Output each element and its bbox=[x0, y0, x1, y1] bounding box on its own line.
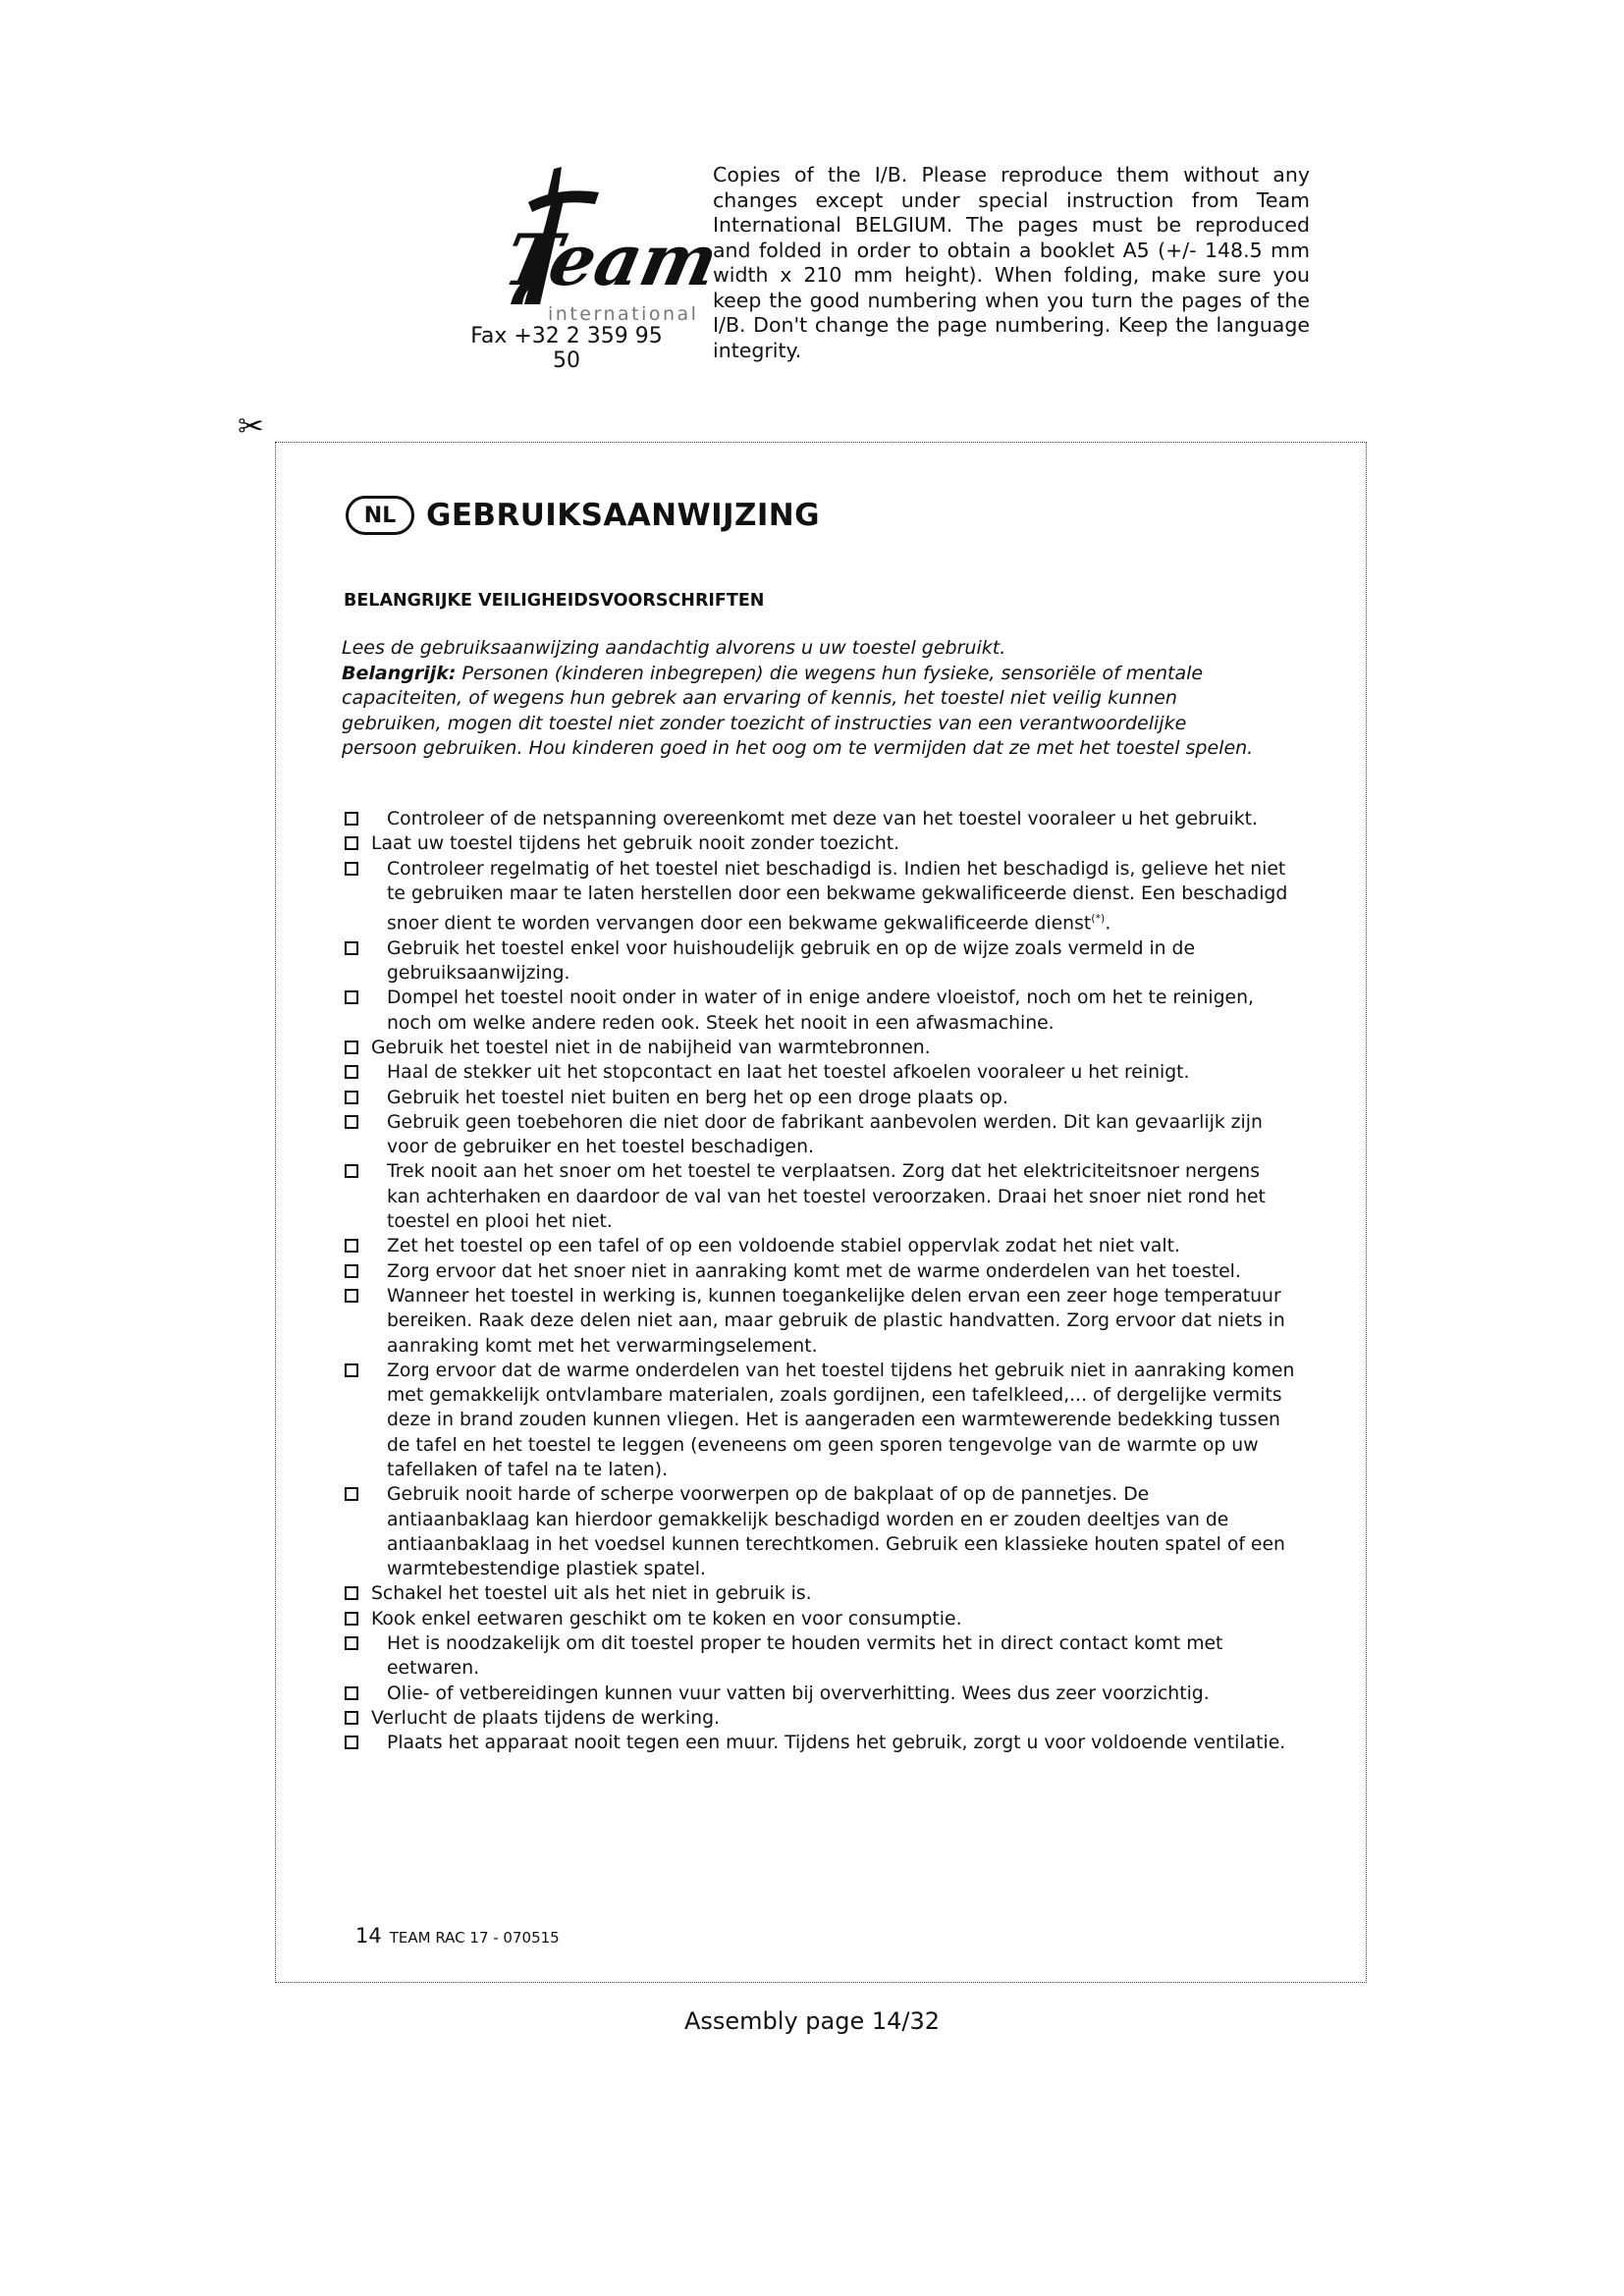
list-item bbox=[342, 1631, 1296, 1682]
list-item-text: Gebruik het toestel niet in de nabijheid van warmtebronnen. bbox=[371, 1037, 931, 1058]
list-item bbox=[342, 1581, 1296, 1606]
checkbox-bullet-icon bbox=[345, 1091, 358, 1104]
assembly-page-label: Assembly page 14/32 bbox=[683, 2007, 941, 2035]
list-item-text: Schakel het toestel uit als het niet in gebruik is. bbox=[371, 1583, 812, 1605]
important-paragraph bbox=[342, 662, 1255, 762]
list-item-text: Controleer of de netspanning overeenkomt met deze van het toestel vooraleer u het gebruikt. bbox=[387, 809, 1258, 829]
checkbox-bullet-icon bbox=[345, 1115, 358, 1129]
list-item bbox=[342, 1482, 1296, 1581]
document-header bbox=[346, 493, 820, 538]
list-item-text: Trek nooit aan het snoer om het toestel te verplaatsen. Zorg dat het elektriciteitsnoer nergens kan achterhaken en daardoor de val van het toestel veroorzaken. Draai het snoer niet rond het toestel en plooi het niet. bbox=[387, 1161, 1266, 1233]
list-item bbox=[342, 807, 1296, 831]
intro-text bbox=[342, 636, 1255, 762]
list-item-text: Plaats het apparaat nooit tegen een muur. Tijdens het gebruik, zorgt u voor voldoende ventilatie. bbox=[387, 1733, 1286, 1754]
checkbox-bullet-icon bbox=[345, 1065, 358, 1079]
checkbox-bullet-icon bbox=[345, 1363, 358, 1377]
checkbox-bullet-icon bbox=[345, 1636, 358, 1650]
list-item-text: Dompel het toestel nooit onder in water of in enige andere vloeistof, noch om het te reinigen, noch om welke andere reden ook. Steek het nooit in een afwasmachine. bbox=[387, 988, 1254, 1034]
checkbox-bullet-icon bbox=[345, 1735, 358, 1749]
list-item-text: Gebruik geen toebehoren die niet door de fabrikant aanbevolen werden. Dit kan gevaarlijk zijn voor de gebruiker en het toestel beschadigen. bbox=[387, 1111, 1263, 1158]
list-item bbox=[342, 1159, 1296, 1234]
list-item-text: Gebruik het toestel enkel voor huishoudelijk gebruik en op de wijze zoals vermeld in de gebruiksaanwijzing. bbox=[387, 937, 1196, 985]
footnote-end: . bbox=[1105, 913, 1111, 934]
scissors-icon: ✂ bbox=[238, 407, 264, 445]
list-item-text: Zorg ervoor dat de warme onderdelen van het toestel tijdens het gebruik niet in aanraking komen met gemakkelijk ontvlambare materialen, zoals gordijnen, een tafelkleed,... of dergelijke vermits deze in brand zouden kunnen vliegen. Het is aangeraden een warmtewerende bedekking tussen de tafel en het toestel te leggen (eveneens om geen sporen tengevolge van de warmte op uw tafellaken of tafel na te laten). bbox=[387, 1360, 1295, 1480]
list-item-text: Haal de stekker uit het stopcontact en laat het toestel afkoelen vooraleer u het reinigt. bbox=[387, 1062, 1190, 1084]
list-item-text: Zorg ervoor dat het snoer niet in aanraking komt met de warme onderdelen van het toestel. bbox=[387, 1260, 1241, 1282]
list-item bbox=[342, 831, 1296, 856]
list-item-text: Gebruik het toestel niet buiten en berg het op een droge plaats op. bbox=[387, 1087, 1008, 1108]
checkbox-bullet-icon bbox=[345, 1711, 358, 1725]
list-item bbox=[342, 1706, 1296, 1731]
checkbox-bullet-icon bbox=[345, 1289, 358, 1303]
list-item bbox=[342, 1036, 1296, 1060]
list-item-text: Zet het toestel op een tafel of op een voldoende stabiel oppervlak zodat het niet valt. bbox=[387, 1236, 1180, 1257]
fax-number: Fax +32 2 359 95 50 bbox=[470, 324, 663, 373]
team-logo bbox=[489, 157, 726, 334]
reproduction-note: Copies of the I/B. Please reproduce them without any changes except under special instruction from Team International BELGIUM. The pages must be reproduced and folded in order to obtain a booklet A5 (+/- 148.5 mm width x 210 mm height). When folding, make sure you keep the good numbering when you turn the pages of the I/B. Don't change the page numbering. Keep the language integrity. bbox=[713, 163, 1310, 362]
checkbox-bullet-icon bbox=[345, 1586, 358, 1600]
list-item bbox=[342, 1607, 1296, 1631]
important-text: Personen (kinderen inbegrepen) die wegens hun fysieke, sensoriële of mentale capaciteiten, of wegens hun gebrek aan ervaring of kennis, het toestel niet veilig kunnen gebruiken, mogen dit toestel niet zonder toezicht of instructies van een verantwoordelijke persoon gebruiken. Hou kinderen goed in het oog om te vermijden dat ze met het toestel spelen. bbox=[342, 662, 1254, 759]
checkbox-bullet-icon bbox=[345, 862, 358, 876]
checkbox-bullet-icon bbox=[345, 1686, 358, 1700]
checkbox-bullet-icon bbox=[345, 1041, 358, 1054]
section-title: BELANGRIJKE VEILIGHEIDSVOORSCHRIFTEN bbox=[344, 591, 765, 611]
important-label: Belangrijk: bbox=[342, 662, 457, 684]
document-title: GEBRUIKSAANWIJZING bbox=[426, 498, 820, 533]
checkbox-bullet-icon bbox=[345, 812, 358, 826]
checkbox-bullet-icon bbox=[345, 836, 358, 850]
list-item bbox=[342, 1359, 1296, 1482]
checkbox-bullet-icon bbox=[345, 1612, 358, 1626]
page-footer bbox=[355, 1924, 560, 1948]
list-item bbox=[342, 1110, 1296, 1160]
intro-line: Lees de gebruiksaanwijzing aandachtig alvorens u uw toestel gebruikt. bbox=[342, 637, 1006, 659]
list-item-text: Het is noodzakelijk om dit toestel proper te houden vermits het in direct contact komt met eetwaren. bbox=[387, 1633, 1223, 1680]
safety-list bbox=[342, 807, 1296, 1756]
checkbox-bullet-icon bbox=[345, 990, 358, 1004]
logo-subtext: international bbox=[548, 303, 699, 325]
list-item bbox=[342, 1060, 1296, 1085]
footnote-mark: (*) bbox=[1091, 912, 1106, 926]
list-item-text: Verlucht de plaats tijdens de werking. bbox=[371, 1707, 720, 1729]
list-item bbox=[342, 857, 1296, 936]
list-item-text: Kook enkel eetwaren geschikt om te koken en voor consumptie. bbox=[371, 1608, 962, 1629]
page-number: 14 bbox=[355, 1924, 382, 1948]
list-item-text: Controleer regelmatig of het toestel niet beschadigd is. Indien het beschadigd is, gelieve het niet te gebruiken maar te laten herstellen door een bekwame gekwalificeerde dienst. Een beschadigd snoer dient te worden vervangen door een bekwame gekwalificeerde dienst bbox=[387, 858, 1288, 934]
list-item bbox=[342, 1682, 1296, 1706]
checkbox-bullet-icon bbox=[345, 1264, 358, 1278]
list-item bbox=[342, 986, 1296, 1036]
list-item-text: Gebruik nooit harde of scherpe voorwerpen op de bakplaat of op de pannetjes. De antiaanbaklaag kan hierdoor gemakkelijk beschadigd worden en er zouden deeltjes van de antiaanbaklaag in het voedsel kunnen terechtkomen. Gebruik een klassieke houten spatel of een warmtebestendige plastiek spatel. bbox=[387, 1484, 1285, 1580]
list-item bbox=[342, 1731, 1296, 1755]
list-item-text: Wanneer het toestel in werking is, kunnen toegankelijke delen ervan een zeer hoge temperatuur bereiken. Raak deze delen niet aan, maar gebruik de plastic handvatten. Zorg ervoor dat niets in aanraking komt met het verwarmingselement. bbox=[387, 1285, 1285, 1357]
list-item-text: Olie- of vetbereidingen kunnen vuur vatten bij oververhitting. Wees dus zeer voorzichtig. bbox=[387, 1682, 1210, 1704]
checkbox-bullet-icon bbox=[345, 1164, 358, 1178]
list-item-text: Laat uw toestel tijdens het gebruik nooit zonder toezicht. bbox=[371, 833, 900, 855]
checkbox-bullet-icon bbox=[345, 941, 358, 955]
model-code: TEAM RAC 17 - 070515 bbox=[389, 1929, 560, 1947]
checkbox-bullet-icon bbox=[345, 1487, 358, 1501]
language-badge: NL bbox=[346, 496, 414, 535]
list-item bbox=[342, 1284, 1296, 1359]
logo-wordmark: Team bbox=[497, 219, 726, 302]
list-item bbox=[342, 936, 1296, 987]
list-item bbox=[342, 1259, 1296, 1284]
list-item bbox=[342, 1234, 1296, 1258]
list-item bbox=[342, 1086, 1296, 1110]
checkbox-bullet-icon bbox=[345, 1239, 358, 1253]
